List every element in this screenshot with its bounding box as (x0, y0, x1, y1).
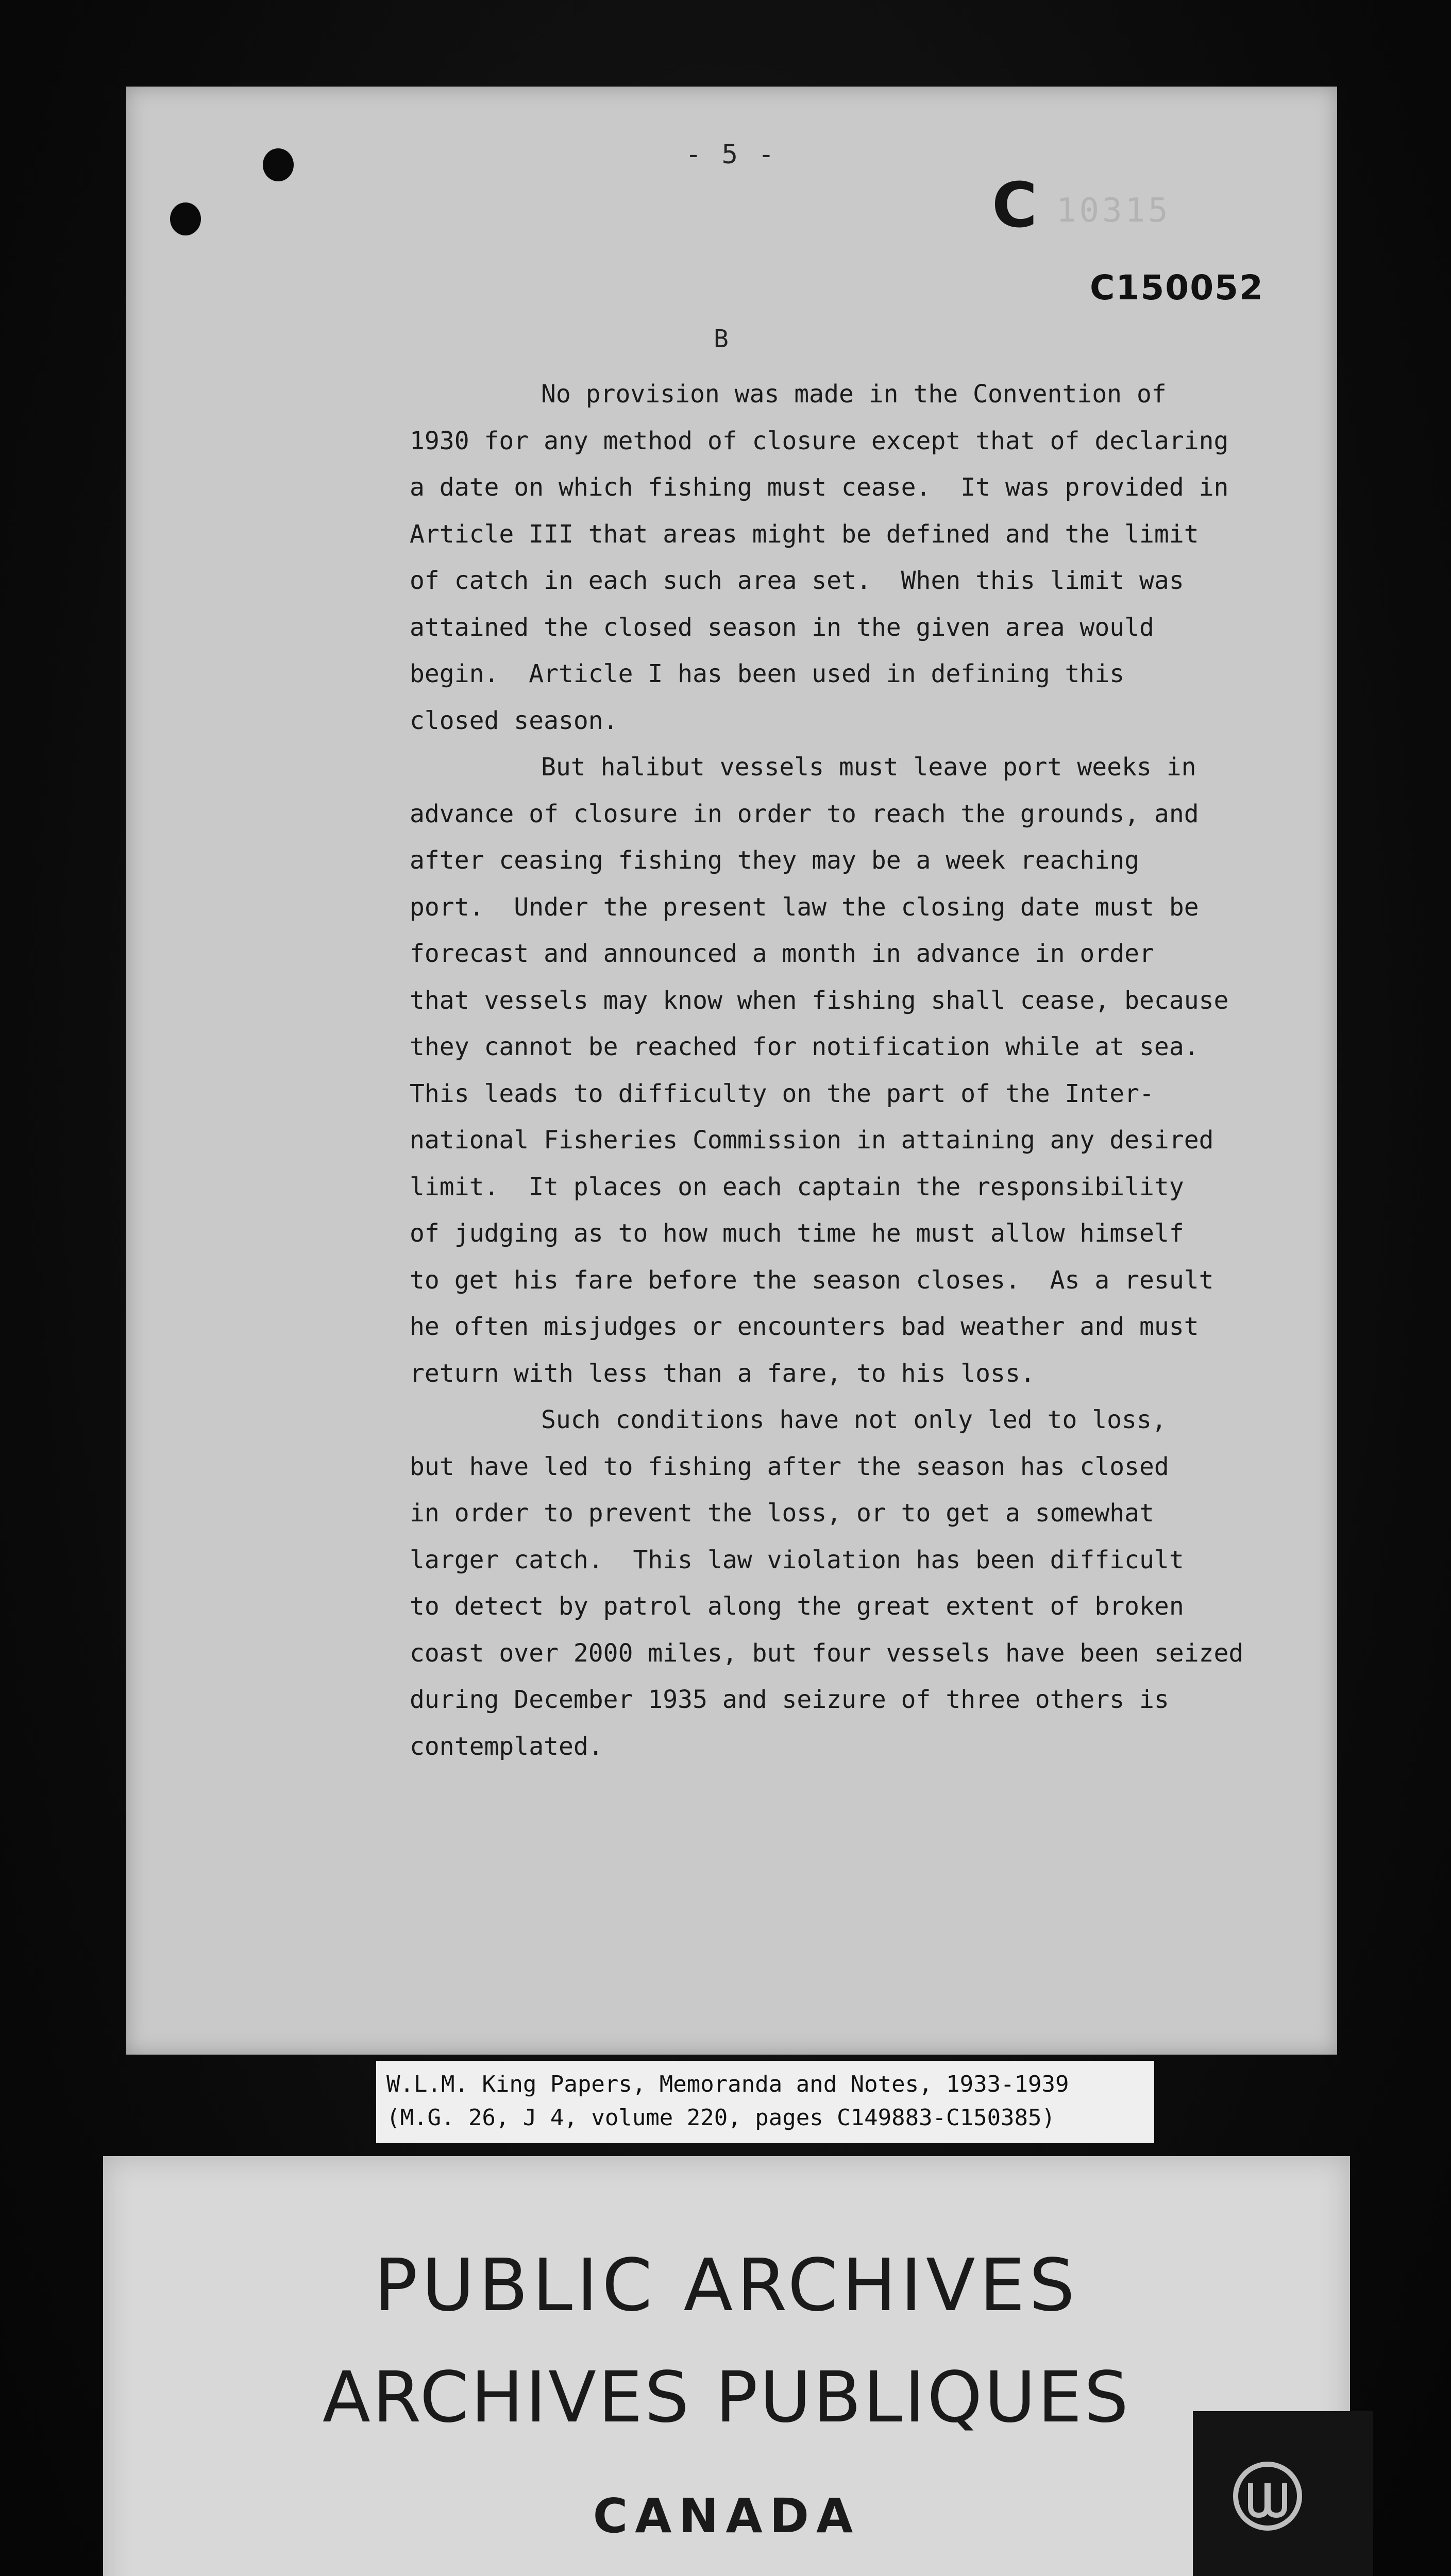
body-line: port. Under the present law the closing date must be (410, 892, 1199, 922)
body-line: of catch in each such area set. When this limit was (410, 566, 1184, 595)
body-line: advance of closure in order to reach the grounds, and (410, 799, 1199, 828)
body-line: to detect by patrol along the great extent of broken (410, 1592, 1184, 1621)
body-line: a date on which fishing must cease. It was provided in (410, 473, 1229, 502)
body-line: Such conditions have not only led to loss, (541, 1405, 1167, 1434)
body-line: of judging as to how much time he must allow himself (410, 1219, 1184, 1248)
body-line: return with less than a fare, to his loss. (410, 1359, 1035, 1388)
archive-label-line: (M.G. 26, J 4, volume 220, pages C149883-C150385) (386, 2105, 1056, 2131)
body-line: Article III that areas might be defined and the limit (410, 519, 1199, 549)
body-line: in order to prevent the loss, or to get a somewhat (410, 1499, 1154, 1528)
archive-label-line: W.L.M. King Papers, Memoranda and Notes, 1933-1939 (386, 2071, 1069, 2097)
archives-card (103, 2156, 1350, 2576)
card-title-french: ARCHIVES PUBLIQUES (322, 2357, 1131, 2438)
body-line: This leads to difficulty on the part of the Inter- (410, 1079, 1154, 1108)
body-line: larger catch. This law violation has been difficult (410, 1545, 1184, 1574)
body-line: contemplated. (410, 1732, 603, 1761)
archives-logo-icon (1229, 2458, 1306, 2535)
body-line: to get his fare before the season closes. As a result (410, 1265, 1214, 1295)
body-line: that vessels may know when fishing shall cease, because (410, 986, 1229, 1015)
body-line: closed season. (410, 706, 618, 735)
body-line: But halibut vessels must leave port weeks in (541, 753, 1196, 782)
card-country: CANADA (593, 2488, 861, 2544)
archive-reference-label (376, 2061, 1154, 2143)
body-line: they cannot be reached for notification while at sea. (410, 1032, 1199, 1061)
body-line: during December 1935 and seizure of three others is (410, 1685, 1169, 1714)
body-line: No provision was made in the Convention of (541, 380, 1167, 409)
section-heading: B (714, 325, 729, 353)
body-line: national Fisheries Commission in attaining any desired (410, 1126, 1214, 1155)
punch-hole (170, 202, 201, 235)
body-line: after ceasing fishing they may be a week reaching (410, 846, 1140, 875)
card-title-english: PUBLIC ARCHIVES (374, 2244, 1079, 2328)
punch-hole (263, 148, 294, 181)
body-line: 1930 for any method of closure except that of declaring (410, 426, 1229, 455)
page-number: - 5 - (685, 139, 777, 170)
body-line: attained the closed season in the given area would (410, 613, 1154, 642)
faint-stamp-number: 10315 (1056, 192, 1171, 230)
body-line: limit. It places on each captain the responsibility (410, 1172, 1184, 1201)
body-line: begin. Article I has been used in defining this (410, 659, 1125, 688)
body-line: but have led to fishing after the season has closed (410, 1452, 1169, 1481)
reference-number: C150052 (1090, 268, 1264, 308)
body-line: coast over 2000 miles, but four vessels have been seized (410, 1638, 1244, 1668)
stamp-letter: C (992, 170, 1038, 242)
body-line: forecast and announced a month in advance in order (410, 939, 1154, 968)
body-line: he often misjudges or encounters bad weather and must (410, 1312, 1199, 1341)
memo-body (410, 371, 1286, 1770)
